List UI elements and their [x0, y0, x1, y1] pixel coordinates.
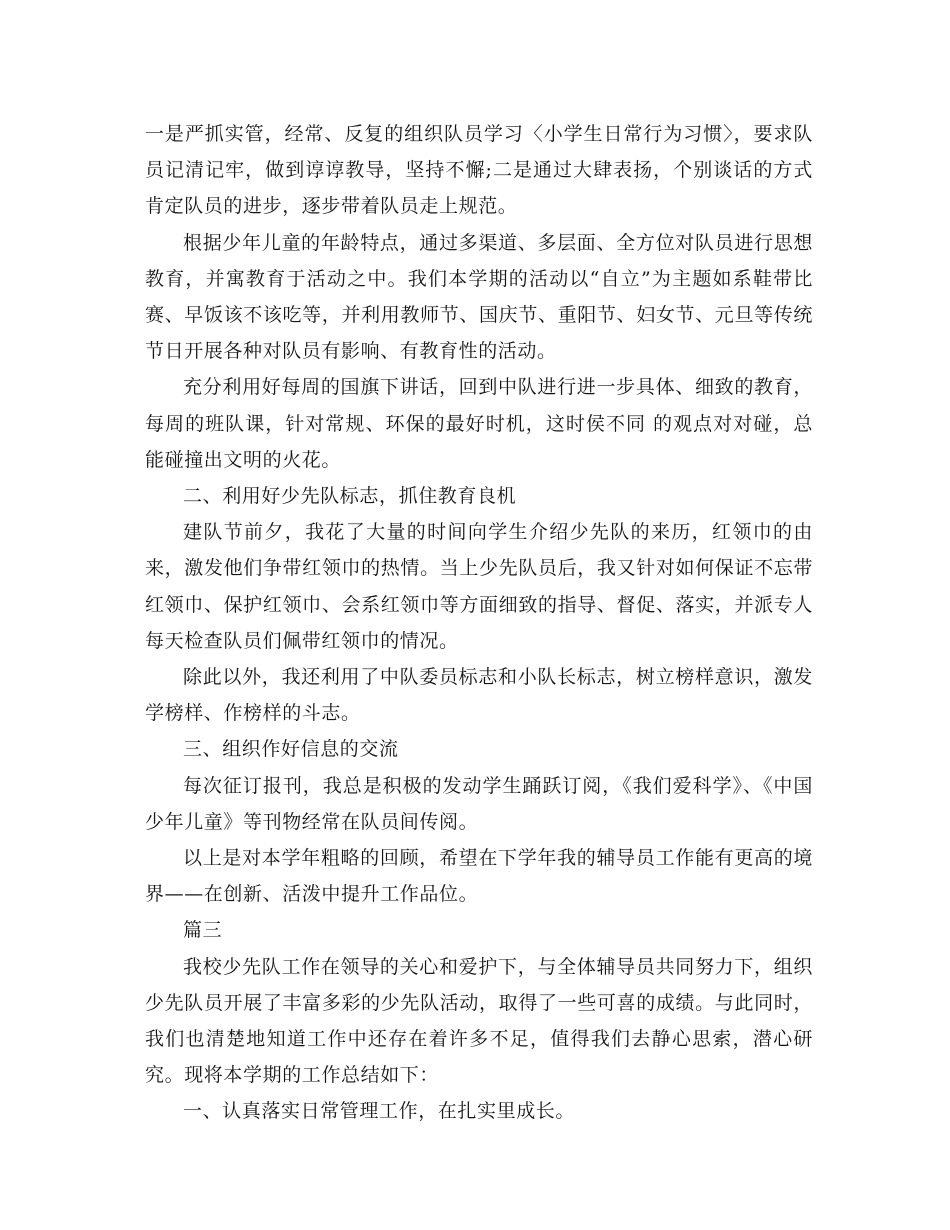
section-heading: 二、利用好少先队标志，抓住教育良机 — [183, 485, 517, 508]
document-page — [145, 116, 813, 1130]
section-heading: 三、组织作好信息的交流 — [183, 738, 399, 761]
body-paragraph: 以上是对本学年粗略的回顾，希望在下学年我的辅导员工作能有更高的境界——在创新、活泼中提升工作品位。 — [145, 847, 813, 906]
body-paragraph: 一是严抓实管，经常、反复的组织队员学习〈小学生日常行为习惯〉，要求队员记清记牢，做到谆谆教导，坚持不懈;二是通过大肆表扬，个别谈话的方式肯定队员的进步，逐步带着队员走上规范。 — [145, 123, 813, 218]
body-paragraph: 建队节前夕，我花了大量的时间向学生介绍少先队的来历，红领巾的由来，激发他们争带红领巾的热情。当上少先队员后，我又针对如何保证不忘带红领巾、保护红领巾、会系红领巾等方面细致的指导、督促、落实，并派专人每天检查队员们佩带红领巾的情况。 — [145, 521, 813, 652]
body-paragraph: 我校少先队工作在领导的关心和爱护下，与全体辅导员共同努力下，组织少先队员开展了丰富多彩的少先队活动，取得了一些可喜的成绩。与此同时，我们也清楚地知道工作中还存在着许多不足，值得我们去静心思索，潜心研究。现将本学期的工作总结如下： — [145, 955, 813, 1087]
part-heading: 篇三 — [183, 919, 223, 942]
body-paragraph: 每次征订报刊，我总是积极的发动学生踊跃订阅，《我们爱科学》、《中国少年儿童》等刊物经常在队员间传阅。 — [145, 774, 813, 833]
section-heading: 一、认真落实日常管理工作，在扎实里成长。 — [183, 1100, 576, 1123]
body-paragraph: 根据少年儿童的年龄特点，通过多渠道、多层面、全方位对队员进行思想教育，并寓教育于活动之中。我们本学期的活动以“自立”为主题如系鞋带比赛、早饭该不该吃等，并利用教师节、国庆节、重阳节、妇女节、元旦等传统节日开展各种对队员有影响、有教育性的活动。 — [145, 231, 813, 363]
body-paragraph: 除此以外，我还利用了中队委员标志和小队长标志，树立榜样意识，激发学榜样、作榜样的斗志。 — [145, 666, 813, 725]
body-paragraph: 充分利用好每周的国旗下讲话，回到中队进行进一步具体、细致的教育，每周的班队课，针对常规、环保的最好时机，这时侯不同 的观点对对碰，总能碰撞出文明的火花。 — [145, 376, 813, 471]
